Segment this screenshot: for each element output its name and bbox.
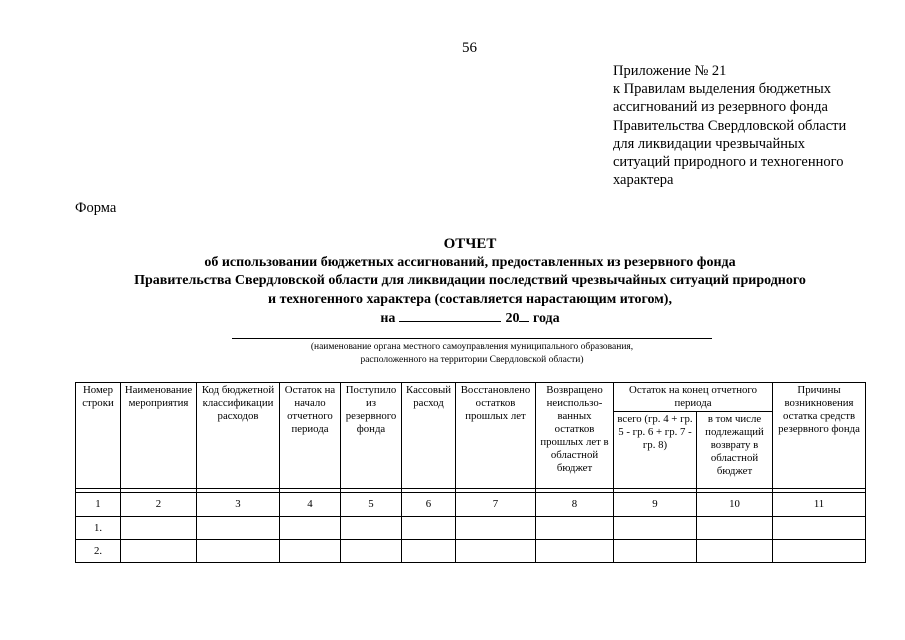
table-cell — [280, 540, 341, 563]
org-name-line — [232, 338, 712, 339]
column-number: 1 — [76, 493, 121, 517]
table-cell — [456, 517, 536, 540]
annex-block — [613, 62, 893, 189]
table-cell — [536, 540, 614, 563]
date-blank — [399, 309, 501, 322]
header-row-number: Номер строки — [76, 383, 121, 489]
header-opening-balance: Остаток на начало отчетного периода — [280, 383, 341, 489]
row-number: 1. — [76, 517, 121, 540]
header-returned: Возвращено неиспользо-ванных остатков прошлых лет в областной бюджет — [536, 383, 614, 489]
report-date-line — [60, 309, 880, 329]
report-table — [75, 382, 866, 563]
report-title-line: об использовании бюджетных ассигнований, предоставленных из резервного фонда — [204, 254, 736, 270]
report-title-line: Правительства Свердловской области для ликвидации последствий чрезвычайных ситуаций природного — [134, 273, 806, 288]
table-cell — [197, 540, 280, 563]
year-blank — [519, 309, 529, 322]
header-measure-name: Наименование мероприятия — [121, 383, 197, 489]
column-number: 4 — [280, 493, 341, 517]
form-label: Форма — [75, 200, 117, 216]
table-cell — [121, 517, 197, 540]
annex-line: Приложение № 21 — [613, 63, 727, 79]
annex-line: Правительства Свердловской области — [613, 117, 847, 134]
table-row — [76, 517, 866, 540]
date-year: 20 — [505, 311, 520, 326]
date-prefix: на — [380, 311, 396, 326]
column-number: 10 — [697, 493, 773, 517]
header-received: Поступило из резервного фонда — [341, 383, 402, 489]
header-restored: Восстановлено остатков прошлых лет — [456, 383, 536, 489]
table-cell — [697, 517, 773, 540]
report-title — [60, 235, 880, 329]
table-cell — [280, 517, 341, 540]
date-suffix: года — [532, 311, 560, 326]
header-closing-balance: Остаток на конец отчетного периода — [614, 383, 773, 412]
table-cell — [614, 517, 697, 540]
annex-line: ситуаций природного и техногенного — [613, 154, 844, 171]
table-cell — [773, 517, 866, 540]
table-cell — [536, 517, 614, 540]
annex-line: для ликвидации чрезвычайных — [613, 135, 805, 152]
table-cell — [773, 540, 866, 563]
row-number: 2. — [76, 540, 121, 563]
column-number: 7 — [456, 493, 536, 517]
table-cell — [197, 517, 280, 540]
table-row — [76, 540, 866, 563]
table-cell — [614, 540, 697, 563]
org-caption — [232, 341, 712, 366]
header-reasons: Причины возникновения остатка средств резервного фонда — [773, 383, 866, 489]
column-number: 6 — [402, 493, 456, 517]
table-cell — [341, 517, 402, 540]
column-number: 5 — [341, 493, 402, 517]
header-closing-total: всего (гр. 4 + гр. 5 - гр. 6 + гр. 7 - гр. 8) — [614, 412, 697, 489]
column-number: 8 — [536, 493, 614, 517]
org-caption-line: расположенного на территории Свердловской области) — [360, 354, 584, 365]
table-cell — [402, 517, 456, 540]
table-cell — [402, 540, 456, 563]
annex-line: характера — [613, 172, 674, 189]
table-cell — [697, 540, 773, 563]
table-cell — [121, 540, 197, 563]
annex-line: ассигнований из резервного фонда — [613, 99, 828, 116]
column-number: 9 — [614, 493, 697, 517]
table-cell — [341, 540, 402, 563]
column-number: 2 — [121, 493, 197, 517]
report-title-line: и техногенного характера (составляется нарастающим итогом), — [268, 291, 672, 307]
report-title-main: ОТЧЕТ — [443, 236, 497, 252]
annex-line: к Правилам выделения бюджетных — [613, 81, 831, 98]
org-caption-line: (наименование органа местного самоуправления муниципального образования, — [310, 342, 634, 352]
column-number: 3 — [197, 493, 280, 517]
table-cell — [456, 540, 536, 563]
header-closing-to-return: в том числе подлежащий возврату в областной бюджет — [697, 412, 773, 489]
header-cash-expense: Кассовый расход — [402, 383, 456, 489]
column-number: 11 — [773, 493, 866, 517]
page-number: 56 — [462, 40, 477, 56]
header-budget-code: Код бюджетной классификации расходов — [197, 383, 280, 489]
